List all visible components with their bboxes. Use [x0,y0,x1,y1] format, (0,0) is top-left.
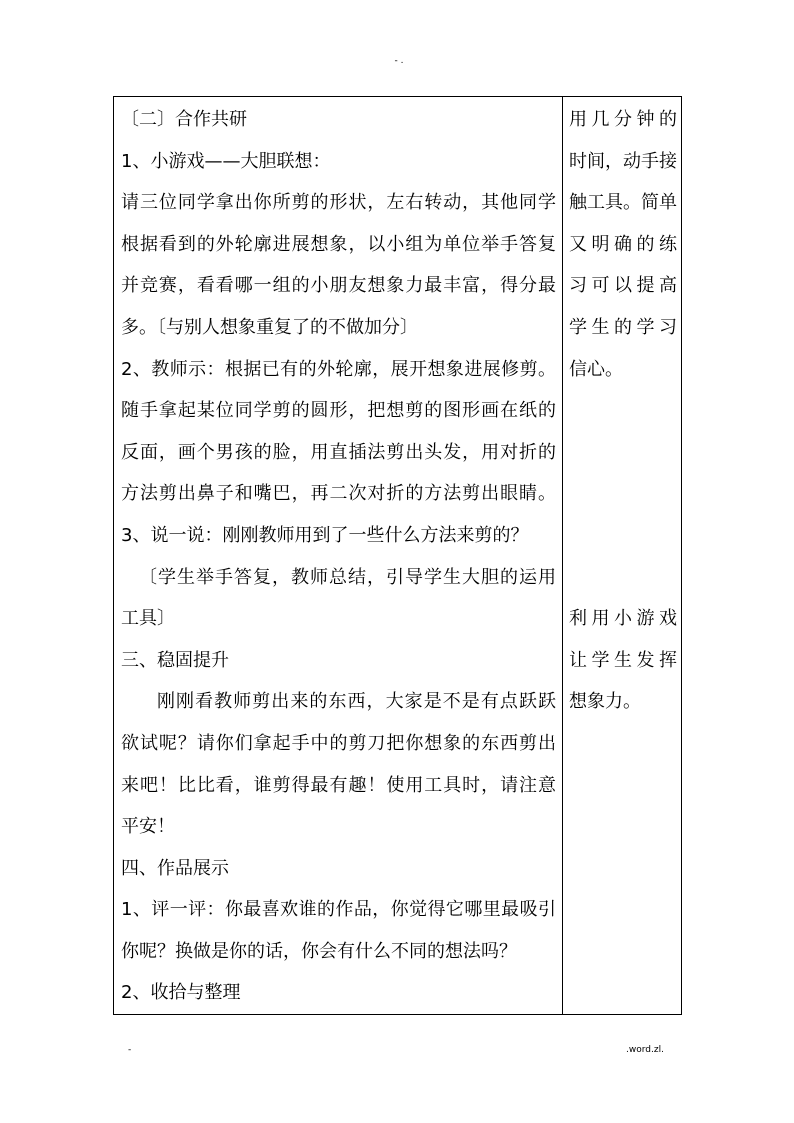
paragraph-line: 多。〔与别人想象重复了的不做加分〕 [121,316,418,338]
footer-right-label: .word.zl. [626,1045,664,1055]
note-line: 时间，动手接 [569,150,677,172]
section-heading-work-display: 四、作品展示 [121,857,229,879]
paragraph-line: 工具〕 [121,608,175,630]
activity-1-heading: 1、小游戏——大胆联想： [121,150,331,172]
paragraph-line: 刚刚看教师剪出来的东西，大家是不是有点跃跃 [157,691,556,713]
paragraph-line: 1、评一评：你最喜欢谁的作品，你觉得它哪里最吸引 [121,899,556,921]
lesson-table [113,96,682,1015]
lesson-content-cell [114,97,563,1015]
paragraph-line: 〔学生举手答复，教师总结，引导学生大胆的运用 [139,566,556,588]
section-heading-consolidation: 三、稳固提升 [121,649,229,671]
note-line: 信心。 [569,358,623,380]
note-line: 用几分钟的 [569,109,677,130]
paragraph-line: 欲试呢？请你们拿起手中的剪刀把你想象的东西剪出 [121,732,556,754]
design-notes-cell [563,97,682,1015]
note-line: 学生的学习 [569,316,677,338]
table-row [114,97,682,1015]
activity-3-heading: 3、说一说：刚刚教师用到了一些什么方法来剪的？ [121,524,529,546]
note-line: 习可以提高 [569,275,677,297]
note-spacer [569,390,677,598]
paragraph-line: 请三位同学拿出你所剪的形状，左右转动，其他同学 [121,192,556,214]
paragraph-line: 你呢？换做是你的话，你会有什么不同的想法吗？ [121,940,517,962]
paragraph-line: 方法剪出鼻子和嘴巴，再二次对折的方法剪出眼睛。 [121,483,556,505]
note-line: 想象力。 [569,691,641,713]
note-line: 触工具。简单 [569,192,677,214]
note-line: 让学生发挥 [569,649,677,671]
paragraph-line: 平安！ [121,816,175,838]
paragraph-line: 根据看到的外轮廓进展想象，以小组为单位举手答复 [121,233,556,255]
section-heading-cooperative-study: 〔二〕合作共研 [121,109,247,130]
paragraph-line: 并竞赛，看看哪一组的小朋友想象力最丰富，得分最 [121,275,556,297]
paragraph-line: 反面，画个男孩的脸，用直插法剪出头发，用对折的 [121,441,556,463]
note-line: 利用小游戏 [569,608,677,630]
footer-left-mark: - [128,1045,132,1055]
header-mark: - . [394,56,404,66]
paragraph-line: 来吧！比比看，谁剪得最有趣！使用工具时，请注意 [121,774,556,796]
note-line: 又明确的练 [569,233,677,255]
activity-2-heading: 2、教师示：根据已有的外轮廓，展开想象进展修剪。 [121,358,556,380]
activity-tidy-up: 2、收拾与整理 [121,982,241,1004]
paragraph-line: 随手拿起某位同学剪的圆形，把想剪的图形画在纸的 [121,400,556,422]
